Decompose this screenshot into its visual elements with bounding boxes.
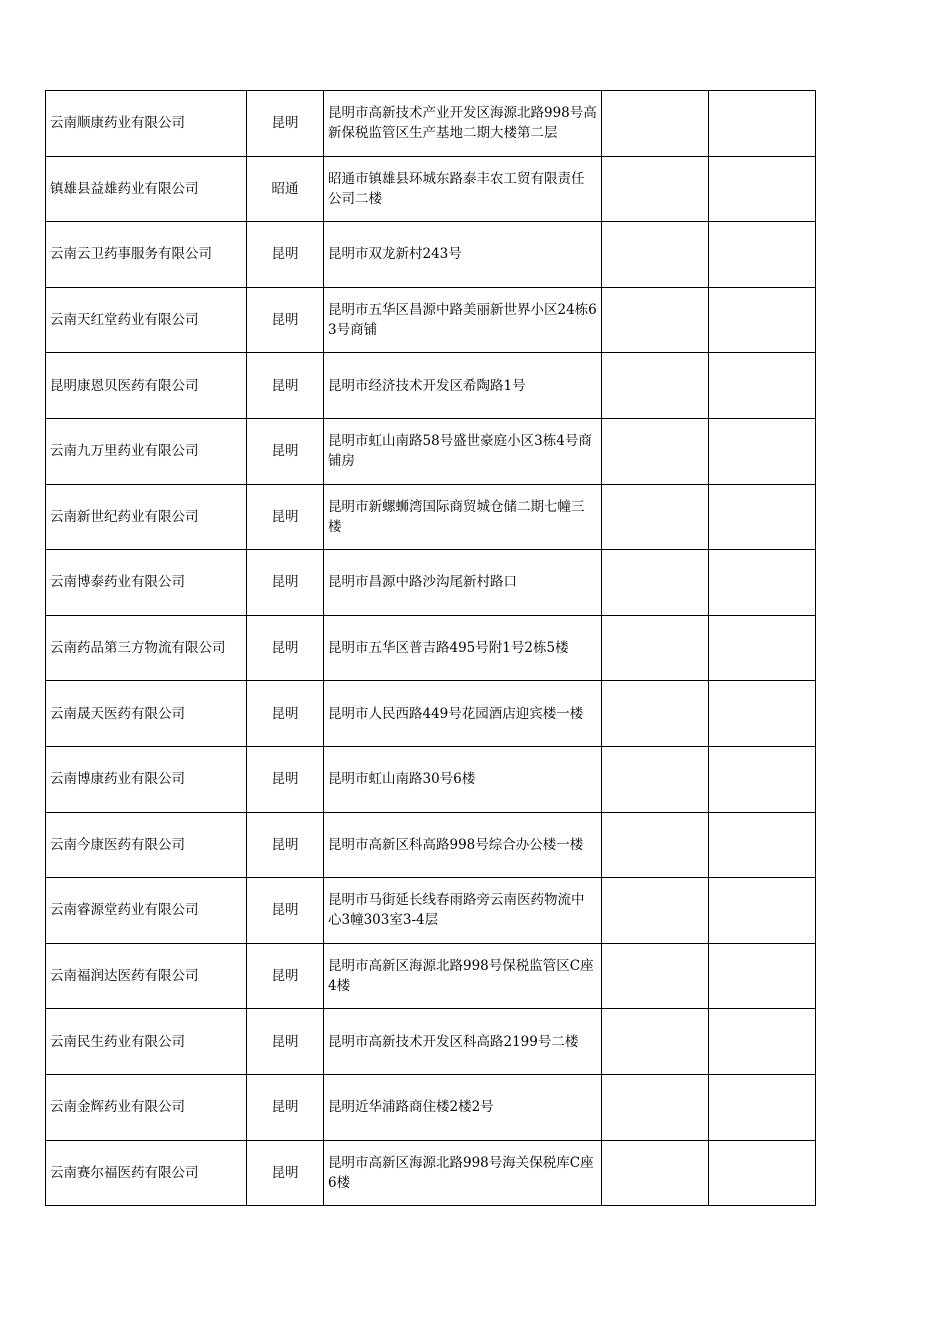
address-cell: 昆明市虹山南路30号6楼: [324, 746, 602, 812]
city-cell: 昆明: [247, 222, 324, 288]
address-cell: 昆明市双龙新村243号: [324, 222, 602, 288]
company-name-cell: 云南顺康药业有限公司: [46, 91, 247, 157]
empty-cell: [709, 484, 816, 550]
empty-cell: [709, 550, 816, 616]
table-row: [46, 1074, 816, 1140]
empty-cell: [709, 812, 816, 878]
address-cell: 昆明市高新区海源北路998号海关保税库C座6楼: [324, 1140, 602, 1206]
city-cell: 昆明: [247, 353, 324, 419]
table-row: [46, 1009, 816, 1075]
table-row: [46, 746, 816, 812]
table-row: [46, 91, 816, 157]
empty-cell: [709, 353, 816, 419]
empty-cell: [602, 353, 709, 419]
table-row: [46, 812, 816, 878]
empty-cell: [602, 418, 709, 484]
address-cell: 昆明市经济技术开发区希陶路1号: [324, 353, 602, 419]
table-body: [46, 91, 816, 1206]
city-cell: 昆明: [247, 418, 324, 484]
city-cell: 昭通: [247, 156, 324, 222]
company-name-cell: 云南福润达医药有限公司: [46, 943, 247, 1009]
address-cell: 昆明市高新区海源北路998号保税监管区C座4楼: [324, 943, 602, 1009]
table-row: [46, 1140, 816, 1206]
empty-cell: [602, 746, 709, 812]
company-name-cell: 云南九万里药业有限公司: [46, 418, 247, 484]
address-cell: 昆明市高新区科高路998号综合办公楼一楼: [324, 812, 602, 878]
empty-cell: [602, 681, 709, 747]
empty-cell: [709, 1074, 816, 1140]
empty-cell: [709, 878, 816, 944]
table-row: [46, 943, 816, 1009]
company-name-cell: 云南今康医药有限公司: [46, 812, 247, 878]
company-name-cell: 云南云卫药事服务有限公司: [46, 222, 247, 288]
address-cell: 昆明近华浦路商住楼2楼2号: [324, 1074, 602, 1140]
empty-cell: [602, 484, 709, 550]
city-cell: 昆明: [247, 1140, 324, 1206]
city-cell: 昆明: [247, 1074, 324, 1140]
empty-cell: [709, 91, 816, 157]
empty-cell: [709, 418, 816, 484]
address-cell: 昆明市高新技术产业开发区海源北路998号高新保税监管区生产基地二期大楼第二层: [324, 91, 602, 157]
city-cell: 昆明: [247, 812, 324, 878]
city-cell: 昆明: [247, 1009, 324, 1075]
city-cell: 昆明: [247, 550, 324, 616]
empty-cell: [602, 878, 709, 944]
address-cell: 昭通市镇雄县环城东路泰丰农工贸有限责任公司二楼: [324, 156, 602, 222]
company-name-cell: 云南赛尔福医药有限公司: [46, 1140, 247, 1206]
city-cell: 昆明: [247, 91, 324, 157]
table-row: [46, 681, 816, 747]
empty-cell: [709, 615, 816, 681]
company-name-cell: 云南博康药业有限公司: [46, 746, 247, 812]
city-cell: 昆明: [247, 484, 324, 550]
city-cell: 昆明: [247, 681, 324, 747]
city-cell: 昆明: [247, 746, 324, 812]
city-cell: 昆明: [247, 943, 324, 1009]
table-row: [46, 484, 816, 550]
company-name-cell: 云南金辉药业有限公司: [46, 1074, 247, 1140]
company-name-cell: 昆明康恩贝医药有限公司: [46, 353, 247, 419]
company-name-cell: 云南民生药业有限公司: [46, 1009, 247, 1075]
empty-cell: [602, 1074, 709, 1140]
table-row: [46, 418, 816, 484]
empty-cell: [602, 812, 709, 878]
empty-cell: [709, 681, 816, 747]
empty-cell: [602, 943, 709, 1009]
table-row: [46, 222, 816, 288]
empty-cell: [602, 550, 709, 616]
table-row: [46, 353, 816, 419]
company-name-cell: 云南药品第三方物流有限公司: [46, 615, 247, 681]
empty-cell: [602, 1140, 709, 1206]
empty-cell: [709, 156, 816, 222]
table-row: [46, 287, 816, 353]
company-name-cell: 镇雄县益雄药业有限公司: [46, 156, 247, 222]
company-name-cell: 云南天红堂药业有限公司: [46, 287, 247, 353]
table-row: [46, 156, 816, 222]
company-name-cell: 云南新世纪药业有限公司: [46, 484, 247, 550]
city-cell: 昆明: [247, 615, 324, 681]
address-cell: 昆明市新螺蛳湾国际商贸城仓储二期七幢三楼: [324, 484, 602, 550]
company-name-cell: 云南睿源堂药业有限公司: [46, 878, 247, 944]
table-row: [46, 615, 816, 681]
empty-cell: [602, 615, 709, 681]
table-row: [46, 878, 816, 944]
empty-cell: [709, 943, 816, 1009]
city-cell: 昆明: [247, 878, 324, 944]
address-cell: 昆明市昌源中路沙沟尾新村路口: [324, 550, 602, 616]
address-cell: 昆明市虹山南路58号盛世豪庭小区3栋4号商铺房: [324, 418, 602, 484]
address-cell: 昆明市高新技术开发区科高路2199号二楼: [324, 1009, 602, 1075]
empty-cell: [709, 746, 816, 812]
empty-cell: [602, 222, 709, 288]
company-table: [45, 90, 816, 1206]
address-cell: 昆明市五华区昌源中路美丽新世界小区24栋63号商铺: [324, 287, 602, 353]
empty-cell: [602, 91, 709, 157]
address-cell: 昆明市五华区普吉路495号附1号2栋5楼: [324, 615, 602, 681]
empty-cell: [709, 287, 816, 353]
address-cell: 昆明市人民西路449号花园酒店迎宾楼一楼: [324, 681, 602, 747]
empty-cell: [709, 1140, 816, 1206]
company-name-cell: 云南博泰药业有限公司: [46, 550, 247, 616]
empty-cell: [709, 222, 816, 288]
city-cell: 昆明: [247, 287, 324, 353]
company-name-cell: 云南晟天医药有限公司: [46, 681, 247, 747]
empty-cell: [602, 287, 709, 353]
empty-cell: [709, 1009, 816, 1075]
empty-cell: [602, 1009, 709, 1075]
empty-cell: [602, 156, 709, 222]
table-row: [46, 550, 816, 616]
address-cell: 昆明市马街延长线春雨路旁云南医药物流中心3幢303室3-4层: [324, 878, 602, 944]
